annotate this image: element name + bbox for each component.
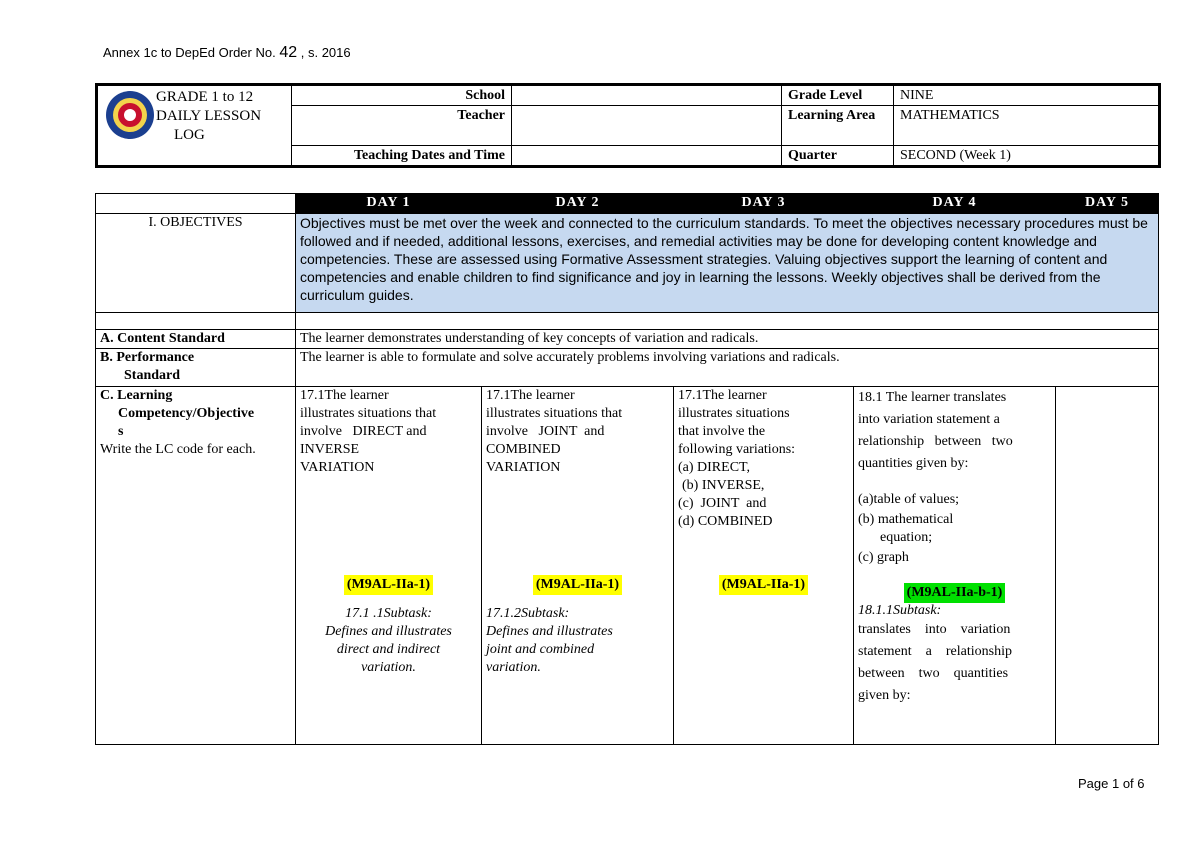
dates-field[interactable] [512,146,782,167]
grade-level-field[interactable]: NINE [894,85,1160,106]
day4-line: (c) graph [858,550,909,565]
day2-subtask-title: 17.1.2Subtask: [486,606,570,621]
day3-line: illustrates situations [678,406,790,421]
day4-line: quantities given by: [858,456,969,471]
day1-header: DAY 1 [296,194,482,214]
quarter-label: Quarter [782,146,894,167]
competency-label-line1: C. Learning [100,388,173,403]
dll-title-log: LOG [174,127,205,143]
quarter-field[interactable]: SECOND (Week 1) [894,146,1160,167]
day3-competency [674,387,854,745]
content-standard-label: A. Content Standard [96,330,296,349]
day4-competency [854,387,1056,745]
day2-line: illustrates situations that [486,406,623,421]
day3-line: 17.1The learner [678,388,767,403]
header-table [95,83,1161,168]
day1-subtask-line: direct and indirect [336,642,441,657]
day3-line: (d) COMBINED [678,514,773,529]
grade-block [97,85,292,167]
day4-line: (b) mathematical [858,512,954,527]
day4-line: 18.1 The learner translates [858,390,1007,405]
day5-header: DAY 5 [1056,194,1159,214]
day4-line: relationship between two [858,434,1013,449]
grade-range: GRADE 1 to 12 [156,89,254,105]
school-label: School [292,85,512,106]
day1-subtask-title: 17.1 .1Subtask: [345,606,432,621]
learning-area-label: Learning Area [782,106,894,146]
day3-line: (c) JOINT and [678,496,767,511]
day4-line: equation; [880,530,933,545]
day3-line: (b) INVERSE, [682,478,765,493]
day1-lc-code: (M9AL-IIa-1) [344,575,433,595]
day2-line: COMBINED [486,442,561,457]
day1-line: involve DIRECT and [300,424,427,439]
teacher-label: Teacher [292,106,512,146]
content-standard-text: The learner demonstrates understanding of key concepts of variation and radicals. [296,330,1159,349]
day4-header: DAY 4 [854,194,1056,214]
day4-subtask-line: given by: [858,688,911,703]
objectives-text: Objectives must be met over the week and connected to the curriculum standards. To meet the objectives necessary procedures must be followed and if needed, additional lessons, exercises, and remedial activities may be done for developing content knowledge and competencies. These are assessed using Formative Assessment strategies. Valuing objectives support the learning of content and competencies and enable children to find significance and joy in learning the lessons. Weekly objectives shall be derived from the curriculum guides. [296,214,1159,313]
teacher-field[interactable] [512,106,782,146]
day2-competency [482,387,674,745]
spacer-cell [296,313,1159,330]
dates-label: Teaching Dates and Time [292,146,512,167]
day2-lc-code: (M9AL-IIa-1) [533,575,622,595]
school-field[interactable] [512,85,782,106]
day4-subtask-title: 18.1.1Subtask: [858,603,942,618]
day1-competency [296,387,482,745]
performance-label-line2: Standard [124,368,181,383]
annex-prefix: Annex 1c to DepEd Order No. [103,45,276,60]
performance-label-line1: B. Performance [100,350,195,365]
page-number: Page 1 of 6 [1078,776,1145,791]
objectives-label: I. OBJECTIVES [96,214,296,313]
competency-label-line3: s [118,424,124,439]
day4-subtask-line: translates into variation [858,622,1011,637]
day2-subtask-line: Defines and illustrates [486,624,613,639]
day1-subtask-line: Defines and illustrates [325,624,452,639]
day1-line: 17.1The learner [300,388,389,403]
learning-area-field[interactable]: MATHEMATICS [894,106,1160,146]
day1-line: illustrates situations that [300,406,437,421]
day1-subtask-line: variation. [361,660,416,675]
day1-line: INVERSE [300,442,360,457]
day2-header: DAY 2 [482,194,674,214]
day3-line: following variations: [678,442,796,457]
day2-line: 17.1The learner [486,388,575,403]
day2-subtask-line: variation. [486,660,541,675]
competency-label-line2: Competency/Objective [118,406,255,421]
annex-heading [103,44,351,62]
grade-level-label: Grade Level [782,85,894,106]
day4-lc-code: (M9AL-IIa-b-1) [904,583,1006,603]
day1-line: VARIATION [300,460,375,475]
lesson-table [95,193,1159,745]
day3-header: DAY 3 [674,194,854,214]
day4-subtask-line: between two quantities [858,666,1009,681]
day4-subtask-line: statement a relationship [858,644,1012,659]
day5-competency [1056,387,1159,745]
day2-line: involve JOINT and [486,424,605,439]
spacer-label [96,313,296,330]
dll-title: DAILY LESSON [156,108,262,124]
day2-subtask-line: joint and combined [486,642,595,657]
day4-line: (a)table of values; [858,492,960,507]
annex-suffix: , s. 2016 [300,45,351,60]
day3-lc-code: (M9AL-IIa-1) [719,575,808,595]
performance-standard-text: The learner is able to formulate and solve accurately problems involving variations and radicals. [296,349,1159,387]
day3-line: that involve the [678,424,766,439]
competency-instruction: Write the LC code for each. [100,442,256,457]
day2-line: VARIATION [486,460,561,475]
performance-standard-label [96,349,296,387]
day3-line: (a) DIRECT, [678,460,751,475]
competency-label [96,387,296,745]
day4-line: into variation statement a [858,412,1000,427]
order-number: 42 [279,44,298,61]
deped-seal-icon [105,90,155,140]
corner-cell [96,194,296,214]
